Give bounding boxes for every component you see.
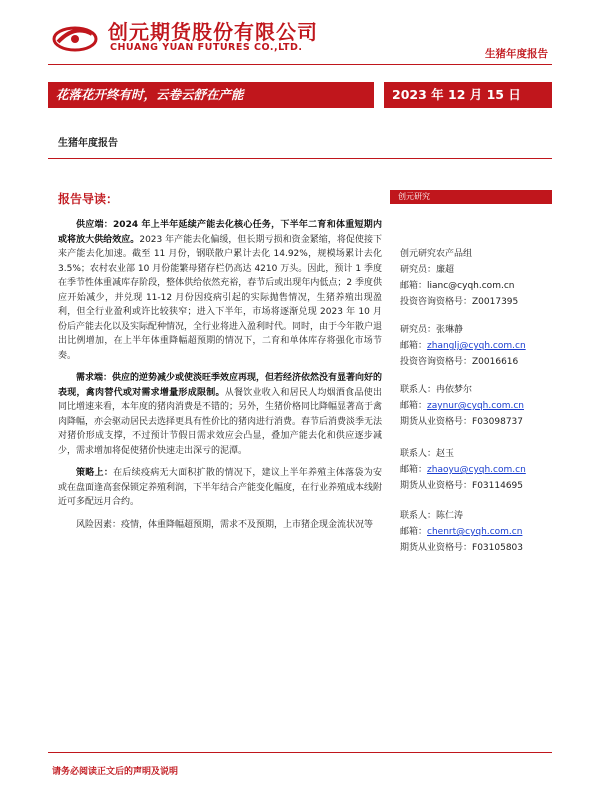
contact-cert-row [400,414,552,430]
researcher-block-1 [400,246,552,310]
section-divider [48,158,552,159]
strategy-heading: 策略上： [76,468,114,478]
demand-text: 从餐饮业收入和居民人均烟酒食品使出同比增速来看，本年度的猪肉消费是不错的；另外，生猪价格同比降幅显著高于禽肉降幅，亦会驱动居民去选择更具有性价比的猪肉进行消费。春节后消费淡季无法对猪价形成支撑，不过预计节假日需求效应会凸显，叠加产能去化和供应逐步减少，需求增加将促使猪价快速走出深亏的泥潭。 [58,387,383,456]
contact-email-link[interactable]: chenrt@cyqh.com.cn [427,527,523,537]
report-title: 花落花开终有时，云卷云舒在产能 [48,82,374,108]
report-date: 2023 年 12 月 15 日 [384,82,552,108]
researcher-email[interactable]: lianc@cyqh.com.cn [427,281,515,291]
email-label: 邮箱： [400,465,428,475]
report-sub-label: 生猪年度报告 [58,138,118,149]
contact-cert-row [400,478,552,494]
contact-cert: F03114695 [472,481,524,491]
researcher-cert-row [400,294,552,310]
strategy-paragraph [58,466,382,510]
strategy-text: 在后续疫病无大面积扩散的情况下，建议上半年养殖主体落袋为安或在盘面逢高套保锁定养殖利润，下半年结合产能变化幅度，在行业养殖成本线附近可多配远月合约。 [58,468,383,507]
researcher-email-link[interactable]: zhanglj@cyqh.com.cn [427,341,526,351]
contact-email-row [400,398,552,414]
contact-cert: F03098737 [472,417,524,427]
contact-email-row [400,462,552,478]
researcher-name: 研究员：张琳静 [400,325,464,335]
research-group: 创元研究农产品组 [400,249,473,259]
contact-block-3 [400,508,552,556]
cert-label: 投资咨询资格号： [400,357,473,367]
email-label: 邮箱： [400,341,428,351]
footer-disclaimer: 请务必阅读正文后的声明及说明 [52,767,179,777]
researcher-cert-row [400,354,552,370]
email-label: 邮箱： [400,401,428,411]
contact-cert-row [400,540,552,556]
risk-text: 风险因素：疫情，体重降幅超预期，需求不及预期，上市猪企现金流状况等 [76,519,374,530]
researcher-cert: Z0017395 [472,297,519,307]
supply-paragraph [58,218,382,363]
researcher-email-row [400,278,552,294]
researcher-name: 研究员：廉超 [400,265,455,275]
company-name-en: CHUANG YUAN FUTURES CO.,LTD. [110,42,303,53]
researcher-email-row [400,338,552,354]
contact-name: 联系人：陈仁涛 [400,511,464,521]
report-type-tag: 生猪年度报告 [485,48,548,60]
risk-paragraph [58,518,382,533]
company-name-cn: 创元期货股份有限公司 [108,20,318,44]
contact-name: 联系人：赵玉 [400,449,455,459]
email-label: 邮箱： [400,527,428,537]
footer-divider [48,752,552,753]
header-divider [48,64,552,65]
guide-title: 报告导读： [58,192,119,206]
company-logo-icon [52,22,98,52]
supply-text: 2023 年产能去化偏缓，但长期亏损和资金紧缩，将促使接下来产能去化加速。截至 11 月份，钢联散户累计去化 14.92%，规模场累计去化 3.5%；农村农业部 10 月份能繁母猪存栏仍高达 4210 万头。因此，预计 1 季度在季节性体重减库存阶段，整体供给依然充裕，春节后或出现年内低点；2 季度供应开始减少，并兑现 11-12 月份因疫病引起的实际抛售情况，生猪养殖出现盈利，但全行业盈利或许比较狭窄；进入下半年，市场将逐渐兑现 2023 年 10 月份后产能去化以及实际配种情况，全行业将进入盈利时代。同时，由于今年散户退出比例增加，在上半年体重降幅超预期的情况下，二育和单体库存将强化市场节奏。 [58,234,383,361]
cert-label: 期货从业资格号： [400,417,473,427]
cert-label: 投资咨询资格号： [400,297,473,307]
contact-email-row [400,524,552,540]
contact-name: 联系人：冉依梦尔 [400,385,473,395]
sidebar-header: 创元研究 [390,190,552,204]
researcher-cert: Z0016616 [472,357,519,367]
researcher-block-2 [400,322,552,370]
contact-cert: F03105803 [472,543,524,553]
contact-email-link[interactable]: zaynur@cyqh.com.cn [427,401,524,411]
contact-block-1 [400,382,552,430]
cert-label: 期货从业资格号： [400,481,473,491]
email-label: 邮箱： [400,281,428,291]
demand-heading: 需求端：供应的逆势减少或使淡旺季效应再现，但若经济依然没有显著向好的表现，禽肉替代或对需求增量形成限制。 [58,373,383,398]
supply-heading: 供应端：2024 年上半年延续产能去化核心任务，下半年二育和体重短期内或将放大供给效应。 [58,220,382,245]
demand-paragraph [58,371,382,458]
contact-block-2 [400,446,552,494]
contact-email-link[interactable]: zhaoyu@cyqh.com.cn [427,465,526,475]
cert-label: 期货从业资格号： [400,543,473,553]
guide-body [58,218,382,540]
